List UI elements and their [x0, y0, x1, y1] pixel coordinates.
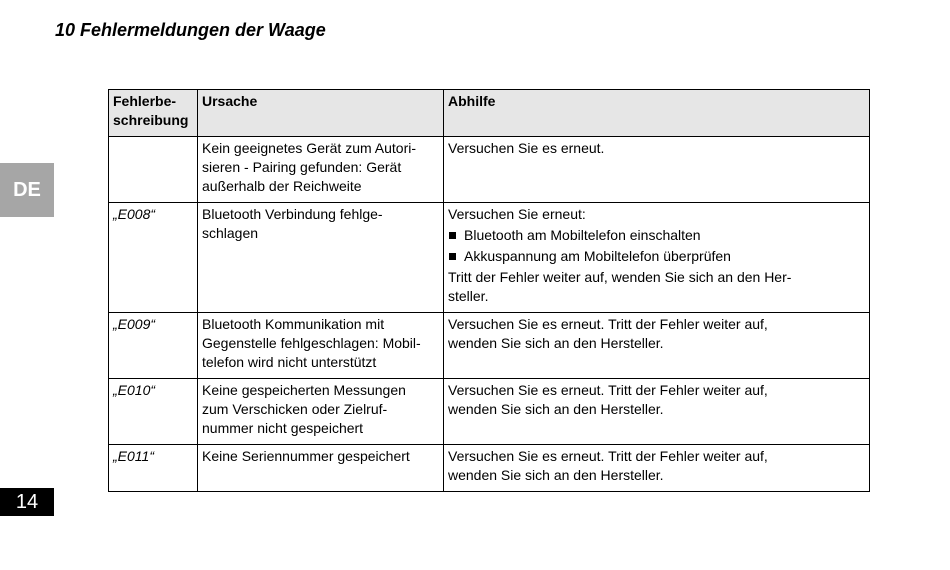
error-table: [108, 89, 870, 492]
cause-cell: Bluetooth Kommunikation mit Gegenstelle fehlgeschlagen: Mobil- telefon wird nicht unterstützt: [198, 313, 444, 379]
remedy-bullet-item: Akkuspannung am Mobiltelefon überprüfen: [448, 247, 865, 266]
table-row: [109, 379, 870, 445]
remedy-cell: Versuchen Sie es erneut.: [444, 137, 870, 203]
table-row: [109, 137, 870, 203]
remedy-bullet-item: Bluetooth am Mobiltelefon einschalten: [448, 226, 865, 245]
header-remedy: Abhilfe: [444, 90, 870, 137]
error-code-cell: „E009“: [109, 313, 198, 379]
remedy-bullet-list: [448, 226, 865, 266]
table-header-row: [109, 90, 870, 137]
page-heading: 10 Fehlermeldungen der Waage: [55, 20, 326, 40]
error-code-cell: [109, 137, 198, 203]
table-row: [109, 203, 870, 313]
cause-cell: Keine gespeicherten Messungen zum Verschicken oder Zielruf- nummer nicht gespeichert: [198, 379, 444, 445]
cause-cell: Keine Seriennummer gespeichert: [198, 445, 444, 492]
error-code-cell: „E008“: [109, 203, 198, 313]
cause-cell: Bluetooth Verbindung fehlge- schlagen: [198, 203, 444, 313]
cause-cell: Kein geeignetes Gerät zum Autori- sieren - Pairing gefunden: Gerät außerhalb der Reichweite: [198, 137, 444, 203]
error-code-cell: „E011“: [109, 445, 198, 492]
language-tab: DE: [0, 163, 54, 217]
error-code-cell: „E010“: [109, 379, 198, 445]
remedy-outro: Tritt der Fehler weiter auf, wenden Sie sich an den Her- steller.: [448, 269, 792, 304]
header-error-description: Fehlerbe- schreibung: [109, 90, 198, 137]
page-number: 14: [0, 488, 54, 516]
remedy-cell: Versuchen Sie es erneut. Tritt der Fehler weiter auf, wenden Sie sich an den Hersteller.: [444, 445, 870, 492]
remedy-cell: Versuchen Sie es erneut. Tritt der Fehler weiter auf, wenden Sie sich an den Hersteller.: [444, 379, 870, 445]
remedy-intro: Versuchen Sie erneut:: [448, 206, 586, 222]
table-row: [109, 445, 870, 492]
remedy-cell: Versuchen Sie es erneut. Tritt der Fehler weiter auf, wenden Sie sich an den Hersteller.: [444, 313, 870, 379]
header-cause: Ursache: [198, 90, 444, 137]
table-row: [109, 313, 870, 379]
remedy-cell: [444, 203, 870, 313]
